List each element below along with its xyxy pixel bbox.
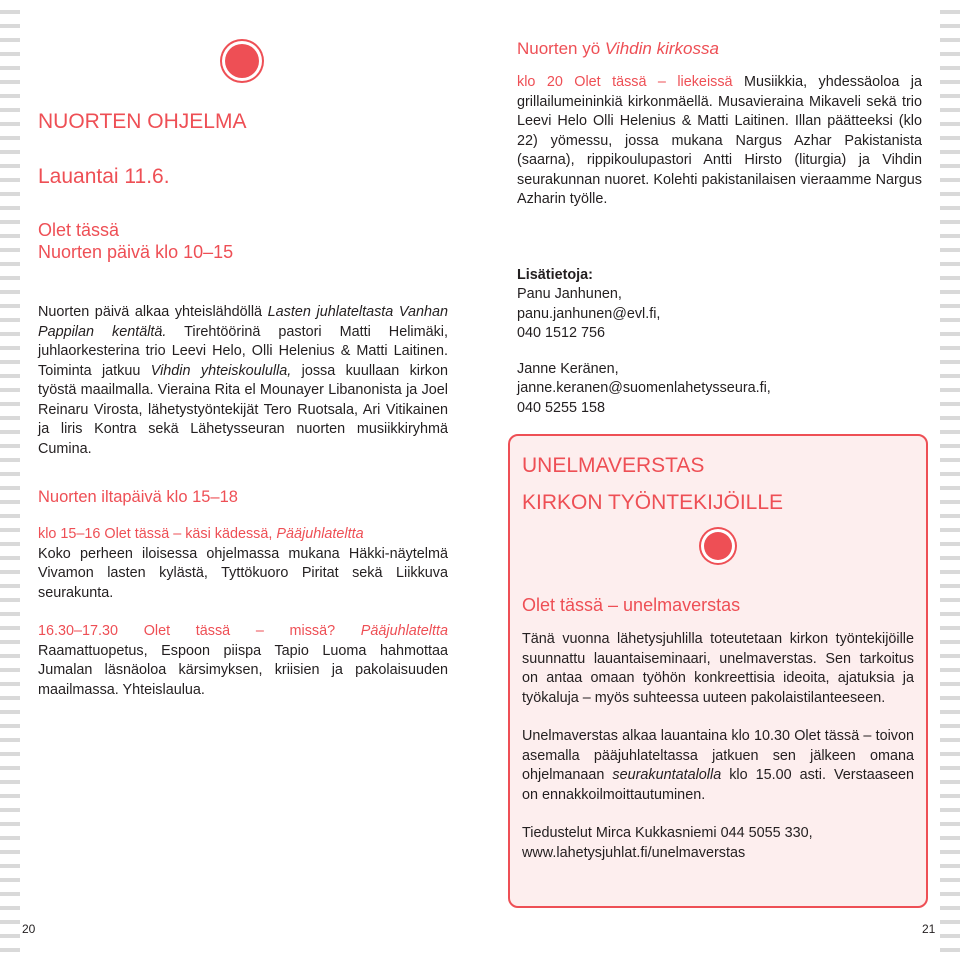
box-para2 (522, 727, 914, 805)
program-date: Lauantai 11.6. (38, 165, 170, 188)
page-number-left: 20 (22, 922, 36, 936)
left-column (38, 110, 448, 700)
event2-title: Nuorten iltapäivä klo 15–18 (38, 488, 238, 506)
p1-text: Tirehtöörinä pastori Matti Helimäki, juhlaorkesterina trio Leevi Helo, Olli Helenius & Matti Laitinen. Toiminta jatkuu (38, 323, 448, 379)
event2b-place: Pääjuhlateltta (360, 623, 448, 639)
box-para3: Tiedustelut Mirca Kukkasniemi 044 5055 330, (522, 825, 813, 841)
event2a-heading (38, 525, 448, 545)
event2a-place: Pääjuhlateltta (276, 526, 364, 542)
left-stripe-border (0, 0, 20, 954)
event2a-time: klo 15–16 Olet tässä – käsi kädessä, (38, 526, 277, 542)
contact2-email[interactable]: janne.keranen@suomenlahetysseura.fi, (517, 380, 771, 396)
box-website-link[interactable]: www.lahetysjuhlat.fi/unelmaverstas (522, 844, 746, 861)
contact1-email[interactable]: panu.janhunen@evl.fi, (517, 305, 661, 322)
box-para1: Tänä vuonna lähetysjuhlilla toteutetaan kirkon työntekijöille suunnattu lauantaiseminaari, unelmaverstas. Sen tarkoitus on antaa omaan työhön konkreettisia ideoita, ajatuksia ja työkaluja – myös suhteessa uuteen pakolaistilanteeseen. (522, 631, 914, 706)
event2a-text: Koko perheen iloisessa ohjelmassa mukana Häkki-näytelmä Vivamon lasten kylästä, Tyttökuoro Piritat sekä Liikkuva seurakunta. (38, 545, 448, 601)
paragraph-youth-day (38, 303, 448, 459)
right-column (517, 38, 922, 418)
contact2-phone: 040 5255 158 (517, 399, 606, 416)
contact1-name: Panu Janhunen, (517, 286, 622, 302)
contact1-phone: 040 1512 756 (517, 325, 606, 341)
p1-italic: Lasten juhlateltasta Vanhan Pappilan kentältä. (38, 304, 448, 340)
page-number-right: 21 (922, 922, 936, 936)
event2b-paragraph (38, 622, 448, 700)
night-paragraph (517, 73, 922, 210)
night-title (517, 38, 922, 60)
event2b-time: 16.30–17.30 Olet tässä – missä? (38, 623, 361, 639)
night-red-text: klo 20 Olet tässä – liekeissä (517, 74, 733, 90)
night-title-text: Nuorten yö (517, 39, 605, 58)
contact2-name: Janne Keränen, (517, 360, 619, 377)
p1-italic: Vihdin yhteiskoululla, (150, 362, 292, 379)
program-title: NUORTEN OHJELMA (38, 110, 247, 133)
night-title-place: Vihdin kirkossa (604, 39, 719, 58)
box-para2-italic: seurakuntatalolla (612, 767, 722, 783)
right-stripe-border (940, 0, 960, 954)
box-para2-c: klo 15.00 asti. Verstaaseen on ennakkoilmoittautuminen. (522, 767, 914, 803)
info-label: Lisätietoja: (517, 266, 593, 283)
event2b-text: Raamattuopetus, Espoon piispa Tapio Luoma hahmottaa Jumalan läsnäoloa kärsimyksen, kriisien ja pakolaisuuden maailmassa. Yhteislaulua. (38, 642, 448, 698)
red-dot-icon (225, 44, 259, 78)
p1-text: Nuorten päivä alkaa yhteislähdöllä (38, 304, 268, 320)
event1-line2: Nuorten päivä klo 10–15 (38, 242, 234, 262)
box-title1: UNELMAVERSTAS (522, 454, 705, 477)
workshop-box (508, 434, 928, 908)
box-para2-a: Unelmaverstas alkaa lauantaina klo 10.30 Olet tässä – toivon asemalla pääjuhlateltassa jatkuen sen jälkeen omana ohjelmanaan (522, 728, 914, 783)
event1-line1: Olet tässä (38, 220, 120, 240)
p1-text: jossa kuullaan kirkon työstä maailmalla. Vieraina Rita el Mounayer Libanonista ja Joel Reinaru Virosta, lähetystyöntekijät Tero Ruotsala, Ari Vitikainen ja liris Kontra sekä Lähetysseuran nuorten musiikkiryhmä Cumina. (38, 362, 448, 457)
box-subtitle: Olet tässä – unelmaverstas (522, 595, 741, 615)
red-dot-icon (704, 532, 732, 560)
night-text: Musiikkia, yhdessäoloa ja grillailumeininkiä kirkonmäellä. Musavieraina Mikaveli sekä trio Leevi Helo Olli Helenius & Matti Laitinen. Illan päätteeksi (klo 22) yömessu, jossa mukana Nargus Azhar Pakistanista (saarna), rippikoulupastori Antti Hirsto (liturgia) ja Vihdin seurakunnan nuoret. Kolehti pakistanilaisen vieraamme Nargus Azharin työlle. (517, 74, 922, 207)
box-title2: KIRKON TYÖNTEKIJÖILLE (522, 491, 784, 514)
